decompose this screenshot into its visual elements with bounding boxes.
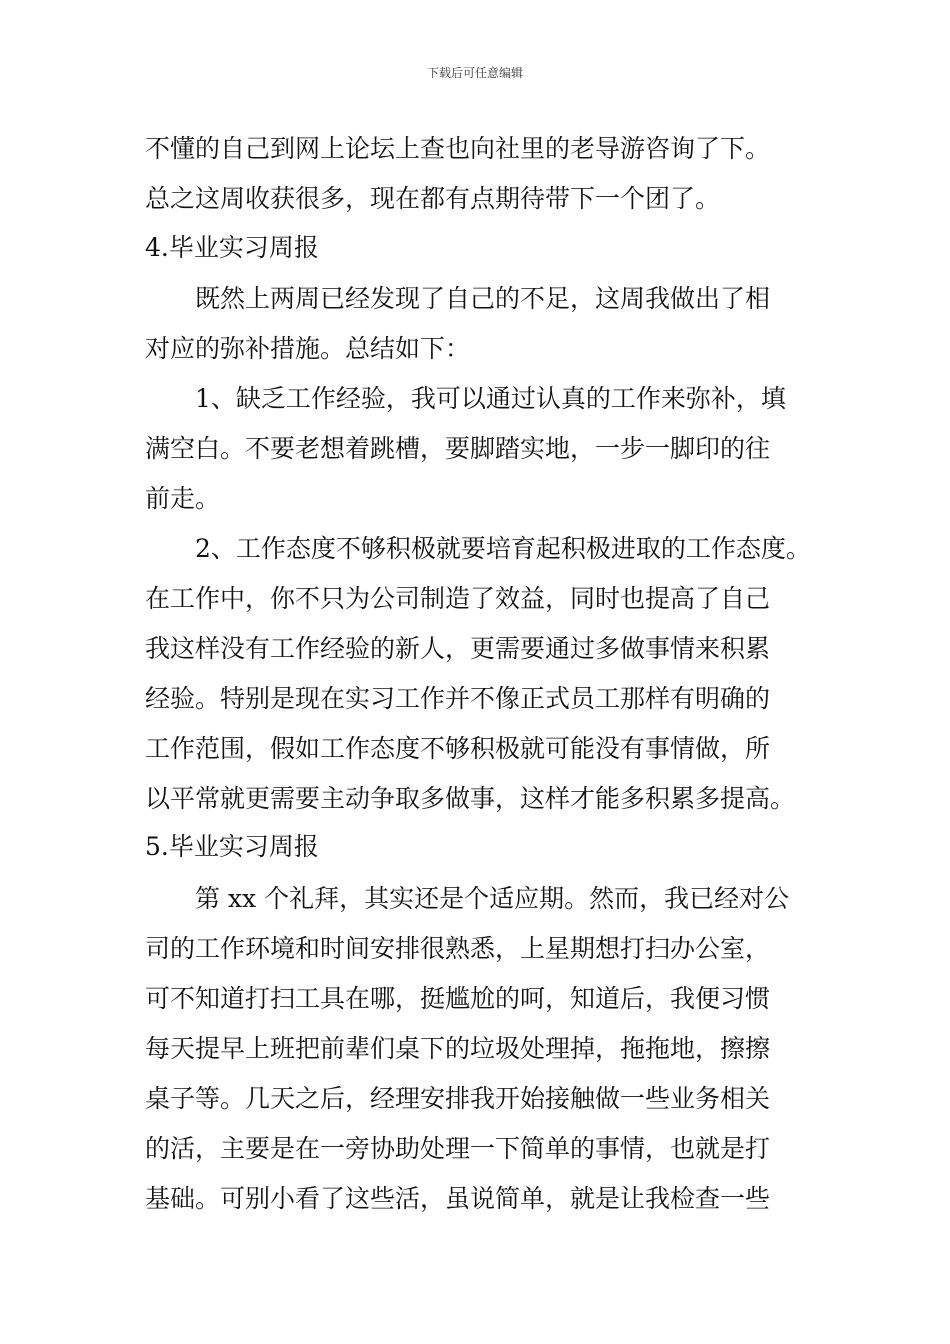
section-heading: 4.毕业实习周报 (145, 233, 319, 262)
text-line: 的活，主要是在一旁协助处理一下简单的事情，也就是打 (145, 1134, 771, 1163)
text-line: 我这样没有工作经验的新人，更需要通过多做事情来积累 (145, 634, 771, 663)
text-line: 在工作中，你不只为公司制造了效益，同时也提高了自己 (145, 584, 771, 613)
text-line: 2、工作态度不够积极就要培育起积极进取的工作态度。 (195, 534, 811, 563)
text-line: 不懂的自己到网上论坛上查也向社里的老导游咨询了下。 (145, 134, 771, 163)
text-line: 以平常就更需要主动争取多做事，这样才能多积累多提高。 (145, 784, 796, 813)
text-line: 第 xx 个礼拜，其实还是个适应期。然而，我已经对公 (195, 884, 790, 913)
text-line: 每天提早上班把前辈们桌下的垃圾处理掉，拖拖地，擦擦 (145, 1034, 771, 1063)
text-line: 桌子等。几天之后，经理安排我开始接触做一些业务相关 (145, 1084, 771, 1113)
text-line: 基础。可别小看了这些活，虽说简单，就是让我检查一些 (145, 1184, 771, 1213)
text-line: 工作范围，假如工作态度不够积极就可能没有事情做，所 (145, 734, 771, 763)
section-heading: 5.毕业实习周报 (145, 832, 319, 861)
text-line: 可不知道打扫工具在哪，挺尴尬的呵，知道后，我便习惯 (145, 984, 771, 1013)
text-line: 总之这周收获很多，现在都有点期待带下一个团了。 (145, 184, 721, 213)
text-line: 既然上两周已经发现了自己的不足，这周我做出了相 (195, 284, 771, 313)
text-line: 对应的弥补措施。总结如下： (145, 334, 471, 363)
text-line: 前走。 (145, 484, 221, 513)
page-header: 下载后可任意编辑 (426, 66, 523, 80)
text-line: 满空白。不要老想着跳槽，要脚踏实地，一步一脚印的往 (145, 434, 771, 463)
text-line: 1、缺乏工作经验，我可以通过认真的工作来弥补，填 (195, 384, 786, 413)
text-line: 经验。特别是现在实习工作并不像正式员工那样有明确的 (145, 684, 771, 713)
text-line: 司的工作环境和时间安排很熟悉，上星期想打扫办公室， (145, 934, 771, 963)
